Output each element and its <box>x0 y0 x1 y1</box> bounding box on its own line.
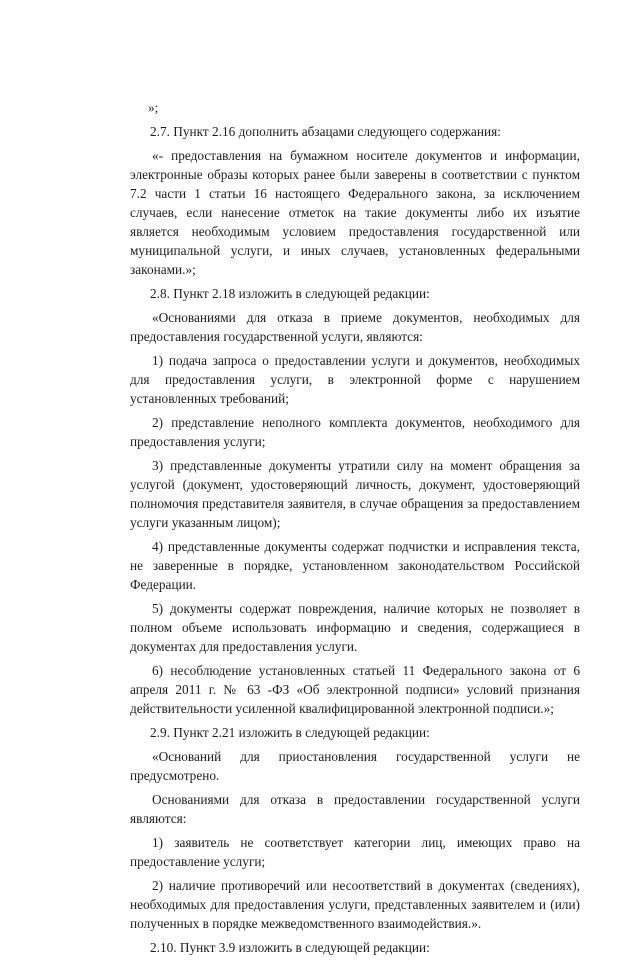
refusal-item-1: 1) заявитель не соответствует категории лиц, имеющих право на предоставление услуги; <box>130 835 580 869</box>
paragraph-2-8: 2.8. Пункт 2.18 изложить в следующей редакции: <box>150 286 430 301</box>
list-item-2: 2) представление неполного комплекта документов, необходимого для предоставления услуги; <box>130 415 580 449</box>
list-item-4: 4) представленные документы содержат подчистки и исправления текста, не заверенные в порядке, установленном законодательством Российской Федерации. <box>130 539 580 592</box>
paragraph-suspension-grounds: «Оснований для приостановления государственной услуги не предусмотрено. <box>130 749 580 783</box>
document-body <box>130 98 580 962</box>
list-item-3: 3) представленные документы утратили силу на момент обращения за услугой (документ, удостоверяющий личность, документ, удостоверяющий полномочия представителя заявителя, в случае обращения за предоставлением услуги указанным лицом); <box>130 458 580 530</box>
list-item-5: 5) документы содержат повреждения, наличие которых не позволяет в полном объеме использовать информацию и сведения, содержащиеся в документах для предоставления услуги. <box>130 601 580 654</box>
paragraph-refusal-grounds-intro: «Основаниями для отказа в приеме документов, необходимых для предоставления государственной услуги, являются: <box>130 310 580 344</box>
refusal-item-2: 2) наличие противоречий или несоответствий в документах (сведениях), необходимых для предоставления услуги, представленных заявителем и (или) полученных в порядке межведомственного взаимодействия.». <box>130 878 580 931</box>
paragraph-2-16-addition: «- предоставления на бумажном носителе документов и информации, электронные образы которых ранее были заверены в соответствии с пунктом 7.2 части 1 статьи 16 настоящего Федерального закона, за исключением случаев, если нанесение отметок на такие документы либо их изъятие является необходимым условием предоставления государственной или муниципальной услуги, и иных случаев, установленных федеральными законами.»; <box>130 148 580 277</box>
list-item-6: 6) несоблюдение установленных статьей 11 Федерального закона от 6 апреля 2011 г. № 63 -ФЗ «Об электронной подписи» условий признания действительности усиленной квалифицированной электронной подписи.»; <box>130 663 580 716</box>
paragraph-2-9: 2.9. Пункт 2.21 изложить в следующей редакции: <box>150 725 430 740</box>
paragraph-2-7: 2.7. Пункт 2.16 дополнить абзацами следующего содержания: <box>150 124 501 139</box>
paragraph-closing-quote: »; <box>148 100 159 115</box>
list-item-1: 1) подача запроса о предоставлении услуги и документов, необходимых для предоставления услуги, в электронной форме с нарушением установленных требований; <box>130 353 580 406</box>
paragraph-refusal-provision-intro: Основаниями для отказа в предоставлении государственной услуги являются: <box>130 792 580 826</box>
paragraph-2-10: 2.10. Пункт 3.9 изложить в следующей редакции: <box>150 940 430 955</box>
